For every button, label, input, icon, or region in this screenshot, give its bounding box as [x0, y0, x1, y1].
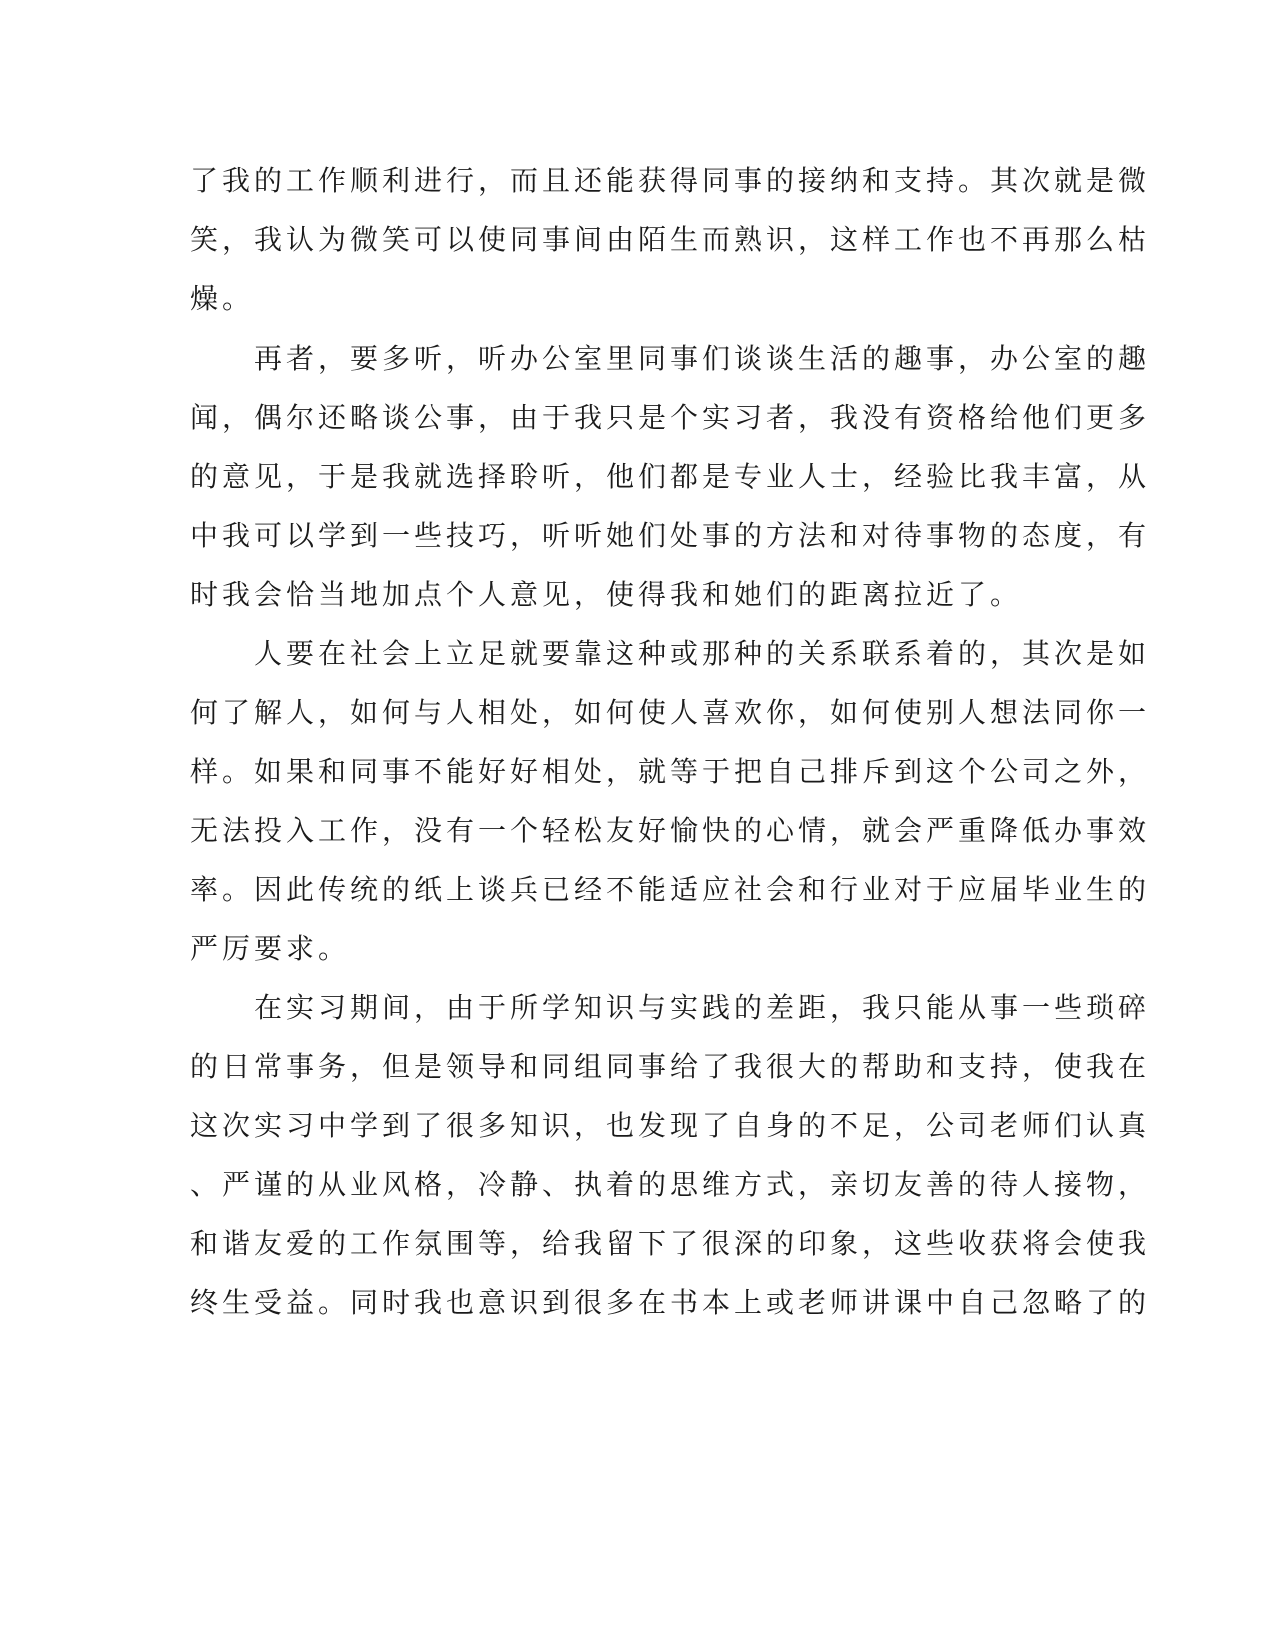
text-line: 终生受益。同时我也意识到很多在书本上或老师讲课中自己忽略了的 — [190, 1286, 1151, 1319]
text-line: 这次实习中学到了很多知识，也发现了自身的不足，公司老师们认真 — [190, 1109, 1151, 1142]
text-line: 、严谨的从业风格，冷静、执着的思维方式，亲切友善的待人接物， — [190, 1168, 1151, 1201]
text-line: 中我可以学到一些技巧，听听她们处事的方法和对待事物的态度，有 — [190, 519, 1151, 552]
text-line: 闻，偶尔还略谈公事，由于我只是个实习者，我没有资格给他们更多 — [190, 401, 1151, 434]
text-line: 无法投入工作，没有一个轻松友好愉快的心情，就会严重降低办事效 — [190, 814, 1151, 847]
text-line: 燥。 — [190, 282, 255, 315]
text-line: 的日常事务，但是领导和同组同事给了我很大的帮助和支持，使我在 — [190, 1050, 1151, 1083]
text-line: 何了解人，如何与人相处，如何使人喜欢你，如何使别人想法同你一 — [190, 696, 1151, 729]
text-line: 样。如果和同事不能好好相处，就等于把自己排斥到这个公司之外， — [190, 755, 1151, 788]
text-line: 和谐友爱的工作氛围等，给我留下了很深的印象，这些收获将会使我 — [190, 1227, 1151, 1260]
text-line: 严厉要求。 — [190, 932, 351, 965]
text-line: 笑，我认为微笑可以使同事间由陌生而熟识，这样工作也不再那么枯 — [190, 223, 1151, 256]
text-line: 了我的工作顺利进行，而且还能获得同事的接纳和支持。其次就是微 — [190, 164, 1151, 197]
paragraph-first-line: 人要在社会上立足就要靠这种或那种的关系联系着的，其次是如 — [254, 637, 1151, 670]
text-line: 率。因此传统的纸上谈兵已经不能适应社会和行业对于应届毕业生的 — [190, 873, 1151, 906]
text-line: 的意见，于是我就选择聆听，他们都是专业人士，经验比我丰富，从 — [190, 460, 1151, 493]
paragraph-first-line: 再者，要多听，听办公室里同事们谈谈生活的趣事，办公室的趣 — [254, 342, 1151, 375]
paragraph-first-line: 在实习期间，由于所学知识与实践的差距，我只能从事一些琐碎 — [254, 991, 1151, 1024]
text-line: 时我会恰当地加点个人意见，使得我和她们的距离拉近了。 — [190, 578, 1023, 611]
